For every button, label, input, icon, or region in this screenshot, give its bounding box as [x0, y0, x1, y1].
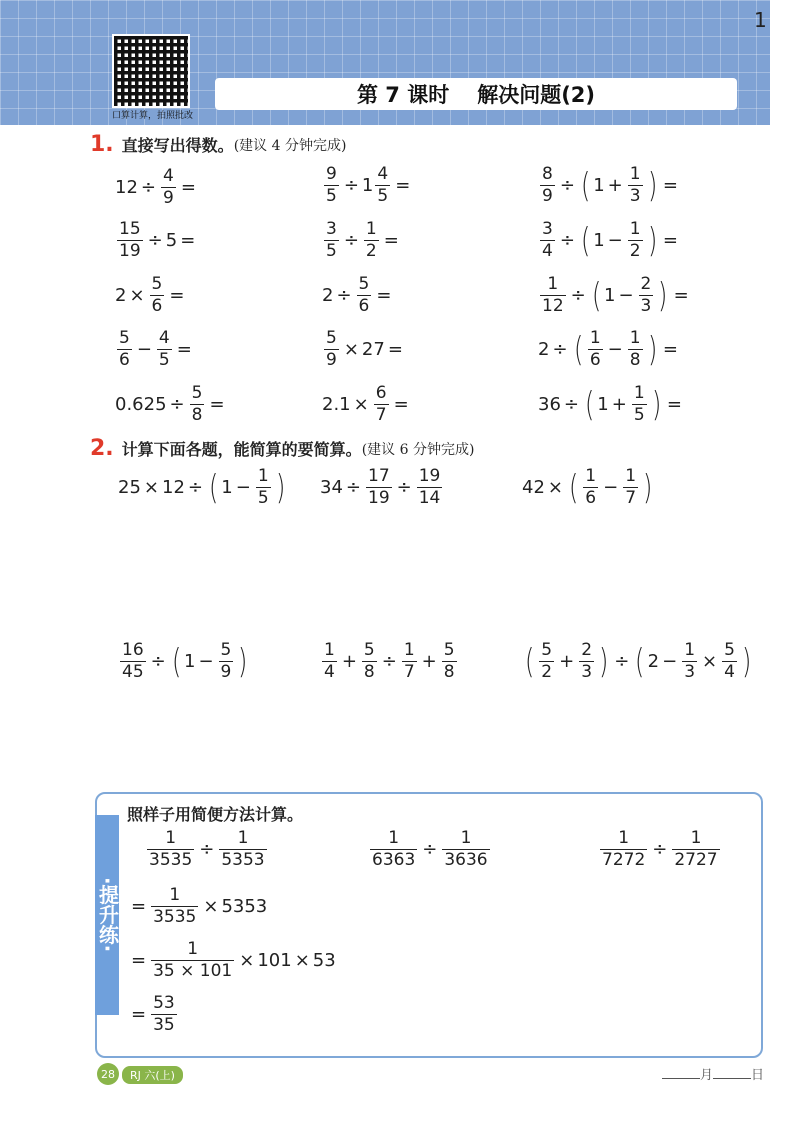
denominator: 6 — [358, 296, 370, 316]
fraction — [324, 166, 339, 205]
paren: ( — [568, 467, 579, 508]
fraction — [157, 330, 172, 369]
fraction — [588, 330, 603, 369]
op: + — [611, 394, 627, 415]
numerator: 1 — [684, 640, 696, 660]
problem-2-5 — [320, 642, 459, 681]
fraction — [117, 330, 132, 369]
num: 5353 — [221, 896, 268, 917]
numerator: 5 — [326, 328, 337, 348]
paren: ) — [643, 467, 653, 508]
fraction — [161, 168, 176, 207]
numerator: 1 — [460, 828, 472, 848]
paren: ) — [238, 641, 248, 682]
op: − — [603, 477, 619, 498]
numerator: 8 — [542, 164, 553, 184]
example-step-3 — [128, 995, 179, 1034]
op: × — [129, 285, 145, 306]
fraction — [442, 642, 457, 681]
num: 12 — [115, 177, 138, 198]
paren: ) — [275, 467, 285, 508]
num: 42 — [522, 477, 545, 498]
denominator: 19 — [119, 241, 141, 261]
fraction — [374, 385, 389, 424]
denominator: 35 — [153, 1015, 175, 1035]
op: = — [666, 394, 682, 415]
op: − — [235, 477, 251, 498]
example-step-1 — [128, 887, 267, 926]
numerator: 1 — [187, 939, 199, 959]
numerator: 1 — [589, 328, 601, 348]
denominator: 8 — [363, 662, 375, 682]
op: = — [387, 339, 403, 360]
op: = — [180, 230, 196, 251]
fraction — [324, 221, 339, 260]
problem-1-9 — [538, 276, 692, 315]
op: = — [673, 285, 689, 306]
numerator: 1 — [388, 828, 400, 848]
denominator: 5353 — [221, 850, 265, 870]
fraction — [219, 642, 234, 681]
numerator: 5 — [220, 640, 232, 660]
problem-1-11 — [322, 330, 406, 369]
section-2-title — [90, 436, 474, 461]
fraction — [219, 830, 266, 869]
date-field — [662, 1064, 764, 1083]
op: = — [180, 177, 196, 198]
fraction — [256, 468, 271, 507]
num: 12 — [162, 477, 185, 498]
numerator: 3 — [326, 219, 337, 239]
denominator: 6 — [585, 488, 597, 508]
num: 1 — [593, 230, 605, 251]
op: ÷ — [343, 175, 359, 196]
denominator: 19 — [368, 488, 390, 508]
numerator: 1 — [403, 640, 415, 660]
numerator: 9 — [326, 164, 337, 184]
denominator: 7 — [375, 405, 387, 425]
problem-1-6 — [538, 221, 681, 260]
numerator: 1 — [690, 828, 702, 848]
num: 2 — [538, 339, 550, 360]
denominator: 2727 — [674, 850, 718, 870]
denominator: 6363 — [372, 850, 416, 870]
panel-side-label — [95, 815, 119, 1015]
op: × — [702, 651, 718, 672]
denominator: 3535 — [149, 850, 193, 870]
corner-mark: 1 — [754, 8, 767, 32]
fraction — [370, 830, 417, 869]
qr-label: 口算计算，拍照批改 — [112, 110, 194, 120]
denominator: 9 — [542, 186, 553, 206]
op: = — [376, 285, 392, 306]
fraction — [628, 330, 643, 369]
numerator: 53 — [153, 993, 175, 1013]
num: 2 — [322, 285, 334, 306]
denominator: 8 — [629, 350, 641, 370]
denominator: 5 — [377, 186, 389, 206]
op: ÷ — [169, 394, 185, 415]
numerator: 1 — [618, 828, 630, 848]
denominator: 8 — [443, 662, 455, 682]
fraction — [402, 642, 417, 681]
day-label: 日 — [751, 1068, 765, 1083]
qr-code[interactable] — [112, 34, 190, 108]
paren: ( — [584, 384, 595, 425]
op: + — [421, 651, 437, 672]
op: + — [341, 651, 357, 672]
denominator: 45 — [122, 662, 144, 682]
problem-1-1 — [115, 168, 199, 207]
numerator: 1 — [165, 828, 177, 848]
example-problem — [145, 830, 269, 869]
numerator: 4 — [158, 328, 170, 348]
problem-1-15 — [538, 385, 685, 424]
op: ÷ — [343, 230, 359, 251]
op: ÷ — [150, 651, 166, 672]
problem-1-5 — [322, 221, 402, 260]
fraction — [151, 887, 198, 926]
op: ÷ — [381, 651, 397, 672]
problem-2-2 — [320, 468, 444, 507]
paren: ( — [580, 220, 591, 261]
op: − — [136, 339, 152, 360]
numerator: 16 — [122, 640, 144, 660]
denominator: 2 — [365, 241, 377, 261]
op: = — [131, 896, 147, 917]
op: − — [198, 651, 214, 672]
numerator: 6 — [375, 383, 387, 403]
fraction — [540, 221, 555, 260]
fraction — [150, 276, 165, 315]
problem-1-10 — [115, 330, 195, 369]
fraction — [540, 166, 555, 205]
fraction — [117, 221, 143, 260]
denominator: 7272 — [602, 850, 646, 870]
numerator: 1 — [237, 828, 249, 848]
num: 1 — [597, 394, 609, 415]
numerator: 1 — [257, 466, 269, 486]
denominator: 7 — [403, 662, 415, 682]
op: = — [395, 175, 411, 196]
fraction — [151, 941, 234, 980]
op: = — [393, 394, 409, 415]
section-hint: (建议 6 分钟完成) — [361, 441, 475, 458]
paren: ( — [580, 165, 591, 206]
num: 53 — [312, 950, 336, 971]
paren: ( — [524, 641, 535, 682]
op: − — [662, 651, 678, 672]
numerator: 5 — [724, 640, 735, 660]
numerator: 1 — [629, 328, 641, 348]
numerator: 2 — [640, 274, 652, 294]
denominator: 5 — [326, 186, 337, 206]
denominator: 9 — [220, 662, 232, 682]
denominator: 5 — [257, 488, 269, 508]
denominator: 2 — [541, 662, 553, 682]
practice-problem-2 — [598, 830, 722, 869]
paren: ( — [591, 275, 602, 316]
numerator: 5 — [191, 383, 203, 403]
page-title — [215, 78, 737, 110]
fraction — [190, 385, 205, 424]
problem-2-1 — [118, 468, 288, 507]
op: = — [131, 950, 147, 971]
num: 5 — [165, 230, 178, 251]
op: = — [662, 230, 678, 251]
fraction — [324, 330, 339, 369]
op: = — [662, 175, 678, 196]
problem-2-3 — [522, 468, 655, 507]
denominator: 3 — [581, 662, 593, 682]
op: ÷ — [396, 477, 412, 498]
paren: ) — [647, 165, 657, 206]
op: ÷ — [559, 230, 575, 251]
section-hint: (建议 4 分钟完成) — [233, 137, 347, 154]
panel-title: 照样子用简便方法计算。 — [127, 805, 304, 824]
paren: ( — [171, 641, 182, 682]
fraction — [639, 276, 654, 315]
numerator: 5 — [443, 640, 455, 660]
denominator: 6 — [151, 296, 163, 316]
fraction — [682, 642, 697, 681]
numerator: 5 — [119, 328, 130, 348]
num: 1 — [604, 285, 616, 306]
numerator: 4 — [377, 164, 389, 184]
section-1-title — [90, 132, 346, 157]
fraction — [722, 642, 737, 681]
denominator: 4 — [724, 662, 735, 682]
practice-problem-1 — [368, 830, 492, 869]
month-label: 月 — [700, 1068, 714, 1083]
fraction — [672, 830, 719, 869]
month-blank[interactable] — [662, 1068, 700, 1079]
panel-side-text: ·提升练· — [95, 877, 120, 953]
paren: ( — [208, 467, 219, 508]
fraction — [632, 385, 647, 424]
num: 2 — [647, 651, 660, 672]
op: − — [618, 285, 634, 306]
op: = — [383, 230, 399, 251]
num: 25 — [118, 477, 141, 498]
op: ÷ — [614, 651, 630, 672]
op: × — [343, 339, 359, 360]
num: 2.1 — [322, 394, 351, 415]
fraction — [322, 642, 337, 681]
op: × — [203, 896, 219, 917]
problem-1-13 — [115, 385, 228, 424]
op: = — [662, 339, 678, 360]
numerator: 1 — [365, 219, 377, 239]
op: + — [559, 651, 575, 672]
section-text: 直接写出得数。 — [121, 136, 234, 155]
paren: ( — [573, 329, 583, 370]
section-text: 计算下面各题，能简算的要简算。 — [121, 440, 362, 459]
num: 1 — [593, 175, 605, 196]
num: 36 — [538, 394, 561, 415]
op: ÷ — [563, 394, 579, 415]
denominator: 9 — [326, 350, 337, 370]
fraction — [623, 468, 638, 507]
fraction — [540, 276, 566, 315]
numerator: 5 — [363, 640, 375, 660]
fraction — [364, 221, 379, 260]
paren: ) — [741, 641, 752, 682]
num: 2 — [115, 285, 127, 306]
problem-1-3 — [538, 166, 681, 205]
paren: ( — [635, 641, 645, 682]
example-step-2 — [128, 941, 336, 980]
denominator: 5 — [158, 350, 170, 370]
lesson-number: 第 7 课时 — [356, 83, 450, 107]
numerator: 15 — [119, 219, 141, 239]
fraction — [151, 995, 177, 1034]
page-number: 28 — [97, 1063, 119, 1085]
fraction — [600, 830, 647, 869]
op: ÷ — [422, 839, 438, 860]
grade-label: RJ 六(上) — [122, 1066, 183, 1084]
denominator: 4 — [542, 241, 553, 261]
op: × — [547, 477, 563, 498]
paren: ) — [658, 275, 668, 316]
denominator: 3 — [684, 662, 696, 682]
paren: ) — [647, 220, 657, 261]
op: ÷ — [652, 839, 668, 860]
fraction — [362, 642, 377, 681]
num: 27 — [361, 339, 385, 360]
numerator: 1 — [547, 274, 559, 294]
numerator: 3 — [542, 219, 553, 239]
denominator: 4 — [324, 662, 335, 682]
paren: ) — [647, 329, 657, 370]
denominator: 3535 — [153, 907, 197, 927]
denominator: 2 — [629, 241, 641, 261]
denominator: 9 — [163, 188, 174, 208]
op: − — [607, 230, 623, 251]
num: 101 — [257, 950, 292, 971]
op: ÷ — [187, 477, 203, 498]
paren: ) — [599, 641, 609, 682]
denominator: 8 — [191, 405, 203, 425]
op: ÷ — [570, 285, 586, 306]
lesson-topic: 解决问题(2) — [477, 83, 596, 107]
denominator: 6 — [589, 350, 601, 370]
op: × — [353, 394, 369, 415]
numerator: 5 — [358, 274, 370, 294]
problem-1-8 — [322, 276, 394, 315]
op: ÷ — [559, 175, 575, 196]
problem-1-4 — [115, 221, 198, 260]
day-blank[interactable] — [713, 1068, 751, 1079]
fraction — [147, 830, 194, 869]
numerator: 1 — [633, 383, 645, 403]
fraction — [539, 642, 554, 681]
op: ÷ — [199, 839, 215, 860]
denominator: 35 × 101 — [153, 961, 233, 981]
op: − — [607, 339, 623, 360]
denominator: 6 — [119, 350, 130, 370]
op: × — [294, 950, 310, 971]
section-number: 1. — [90, 132, 114, 157]
problem-2-6 — [522, 642, 754, 681]
numerator: 1 — [625, 466, 637, 486]
numerator: 1 — [324, 640, 335, 660]
numerator: 4 — [163, 166, 174, 186]
numerator: 1 — [629, 219, 641, 239]
num: 0.625 — [115, 394, 167, 415]
fraction — [366, 468, 392, 507]
problem-2-4 — [118, 642, 251, 681]
op: × — [239, 950, 255, 971]
numerator: 1 — [169, 885, 181, 905]
fraction — [628, 166, 643, 205]
denominator: 5 — [326, 241, 337, 261]
problem-1-2 — [322, 166, 413, 205]
denominator: 7 — [625, 488, 637, 508]
fraction — [442, 830, 489, 869]
fraction — [357, 276, 372, 315]
problem-1-14 — [322, 385, 412, 424]
fraction — [120, 642, 146, 681]
op: = — [209, 394, 225, 415]
op: + — [607, 175, 623, 196]
num: 34 — [320, 477, 343, 498]
denominator: 3 — [640, 296, 652, 316]
section-number: 2. — [90, 436, 114, 461]
fraction — [579, 642, 594, 681]
denominator: 3636 — [444, 850, 488, 870]
fraction — [375, 166, 390, 205]
num: 1 — [184, 651, 196, 672]
denominator: 3 — [629, 186, 641, 206]
op: ÷ — [345, 477, 361, 498]
op: = — [176, 339, 192, 360]
denominator: 12 — [542, 296, 564, 316]
problem-1-7 — [115, 276, 187, 315]
op: ÷ — [336, 285, 352, 306]
numerator: 5 — [151, 274, 163, 294]
op: ÷ — [147, 230, 163, 251]
numerator: 1 — [629, 164, 641, 184]
num: 1 — [361, 175, 374, 196]
fraction — [417, 468, 443, 507]
numerator: 5 — [541, 640, 553, 660]
op: ÷ — [140, 177, 156, 198]
num: 1 — [221, 477, 233, 498]
numerator: 17 — [368, 466, 390, 486]
fraction — [583, 468, 598, 507]
op: × — [143, 477, 159, 498]
denominator: 14 — [418, 488, 441, 508]
op: = — [131, 1004, 147, 1025]
numerator: 1 — [585, 466, 597, 486]
problem-1-12 — [538, 330, 681, 369]
paren: ) — [651, 384, 661, 425]
numerator: 19 — [418, 466, 441, 486]
op: = — [169, 285, 185, 306]
numerator: 2 — [581, 640, 593, 660]
op: ÷ — [552, 339, 568, 360]
fraction — [628, 221, 643, 260]
denominator: 5 — [633, 405, 645, 425]
